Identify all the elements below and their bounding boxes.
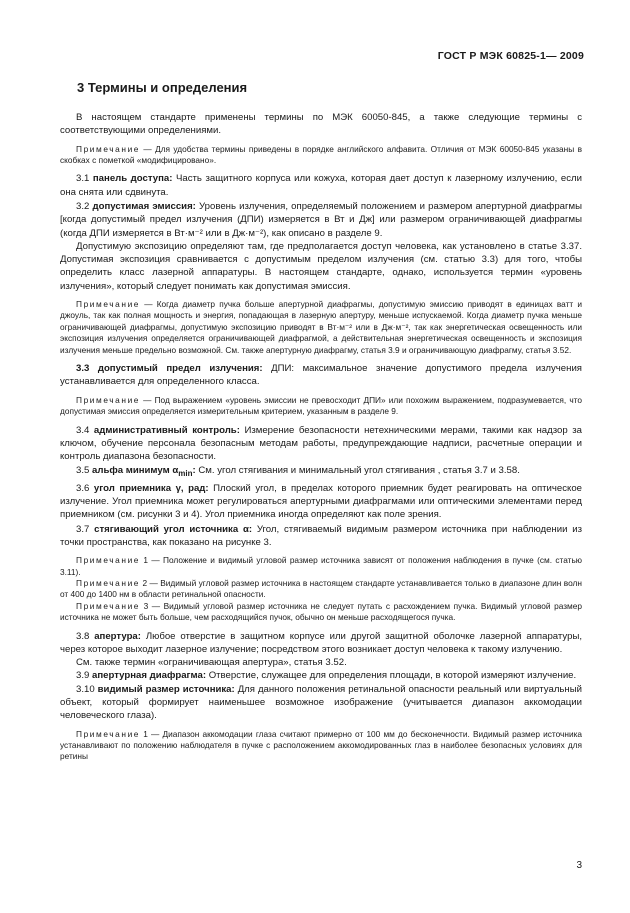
term-3-6 xyxy=(60,482,582,522)
term-name: апертура: xyxy=(94,630,141,642)
note-text: — Когда диаметр пучка больше апертурной диафрагмы, допустимую эмиссию приводят в единицах ватт и джоуль, так как полная мощность и энергия, попадающая в лазерную апертуру, меньше испускаемой. Когда диаметр пучка меньше ограничивающей диафрагмы, допустимую экспозицию приводят в Вт·м⁻² или в Дж·м⁻², так как энергетическая освещенность или экспозиция излучения определяется ограничивающей диафрагмой, а действительная энергетическая освещенность и экспозиция излучения меньше предельно возможной. См. также апертурную диафрагму, статья 3.9 и ограничивающую диафрагму, статья 3.52. xyxy=(60,299,582,355)
note-label: Примечание xyxy=(76,299,141,310)
note-text: — Положение и видимый угловой размер источника зависят от положения наблюдения в пучке (см. статью 3.11). xyxy=(60,555,582,577)
term-name: допустимая эмиссия: xyxy=(92,201,196,212)
note-3-7-3 xyxy=(60,601,582,624)
note-3-2 xyxy=(60,299,582,356)
term-3-5 xyxy=(60,464,582,480)
term-3-8-see-also: См. также термин «ограничивающая апертура», статья 3.52. xyxy=(76,657,347,669)
intro-paragraph: В настоящем стандарте применены термины по МЭК 60050-845, а также следующие термины с соответствующими определениями. xyxy=(60,112,582,137)
term-3-8 xyxy=(60,630,582,657)
note-label: Примечание xyxy=(76,728,141,739)
term-name: видимый размер источника: xyxy=(97,683,235,695)
term-3-2-paragraph: Допустимую экспозицию определяют там, где предполагается доступ человека, как установлено в статье 3.37. Допустимая экспозиция сравнивается с допустимым пределом излучения (см. статью 3.3) для того, чтобы определить класс лазерной аппаратуры. В настоящем стандарте, однако, используется термин «уровень излучения», который следует понимать как допустимая эмиссия. xyxy=(60,240,582,292)
term-number: 3.7 xyxy=(76,523,90,535)
note-alphabetical xyxy=(60,144,582,167)
term-number: 3.9 xyxy=(76,670,90,682)
term-colon: : xyxy=(192,465,196,477)
term-definition: Для данного положения ретинальной опасности реальный или виртуальный объект, который формирует наименьшее возможное изображение (учитывается диапазон аккомодации человеческого глаза). xyxy=(60,683,582,722)
note-3-3 xyxy=(60,395,582,418)
term-number: 3.6 xyxy=(76,482,90,494)
note-3-7-2 xyxy=(60,578,582,601)
document-header: ГОСТ Р МЭК 60825-1— 2009 xyxy=(437,50,584,62)
term-number: 3.10 xyxy=(76,683,95,695)
note-number: 1 xyxy=(143,728,148,739)
note-text: — Видимый угловой размер источника не следует путать с расхождением пучка. Видимый угловой размер источника не может быть больше, чем расходящийся пучок, обычно он меньше расходящегося пучка. xyxy=(60,600,582,623)
term-definition: Уровень излучения, определяемый положением и размером апертурной диафрагмы [когда допустимый предел излучения (ДПИ) измеряется в Вт и Дж] или размером ограничивающей диафрагмы (когда ДПИ измеряется в Вт·м⁻² или в Дж·м⁻²), как описано в разделе 9. xyxy=(60,201,582,239)
term-definition: Часть защитного корпуса или кожуха, которая дает доступ к лазерному излучению, если она снята или сдвинута. xyxy=(60,173,582,198)
note-label: Примечание xyxy=(76,394,141,405)
note-text: — Диапазон аккомодации глаза считают примерно от 100 мм до бесконечности. Видимый размер источника устанавливают по положению наблюдателя в пучке с расположением аккомодированных глаз в наиболее безопасных условиях для ретины xyxy=(60,728,583,762)
term-definition: Измерение безопасности нетехническими мерами, такими как надзор за ключом, обучение персонала безопасным методам работы, предупреждающие надписи, расчетные операции и контроль диапазона безопасности. xyxy=(60,424,582,463)
term-3-1 xyxy=(60,172,582,199)
term-definition: Угол, стягиваемый видимым размером источника при наблюдении из точки пространства, как показано на рисунке 3. xyxy=(60,523,582,548)
term-number: 3.1 xyxy=(76,173,90,185)
term-definition: См. угол стягивания и минимальный угол стягивания , статья 3.7 и 3.58. xyxy=(198,465,520,477)
note-number: 2 xyxy=(142,577,148,588)
term-definition: ДПИ: максимальное значение допустимого предела излучения устанавливается для определенного класса. xyxy=(60,363,582,388)
term-3-7 xyxy=(60,523,582,550)
term-number: 3.5 xyxy=(76,465,90,477)
term-3-10 xyxy=(60,683,582,723)
term-3-3 xyxy=(60,362,582,389)
section-title: 3 Термины и определения xyxy=(77,80,248,95)
term-name: панель доступа: xyxy=(92,173,173,185)
term-name: административный контроль: xyxy=(93,424,240,436)
term-3-9 xyxy=(60,669,582,682)
note-3-7-1 xyxy=(60,555,582,578)
note-number: 3 xyxy=(143,600,149,611)
note-text: — Для удобства термины приведены в порядке английского алфавита. Отличия от МЭК 60050-845 указаны в скобках с пометкой «модифицировано». xyxy=(60,143,583,165)
note-text: — Видимый угловой размер источника в настоящем стандарте устанавливается только в диапазоне длин волн от 400 до 1400 нм в области ретинальной опасности. xyxy=(60,577,582,600)
page-number: 3 xyxy=(576,860,582,871)
term-name: стягивающий угол источника α: xyxy=(94,523,253,535)
term-subscript: min xyxy=(178,469,193,479)
note-label: Примечание xyxy=(76,555,141,566)
note-label: Примечание xyxy=(76,577,141,588)
note-number: 1 xyxy=(143,555,149,566)
note-3-10 xyxy=(60,729,582,763)
term-definition: Отверстие, служащее для определения площади, в которой измеряют излучение. xyxy=(208,670,577,682)
term-number: 3.8 xyxy=(76,630,90,642)
term-3-2 xyxy=(60,200,582,240)
term-number: 3.4 xyxy=(76,424,90,436)
note-label: Примечание xyxy=(76,600,141,611)
term-name: альфа минимум α xyxy=(92,465,179,477)
term-definition: Любое отверстие в защитном корпусе или другой защитной оболочке лазерной аппаратуры, через которое выходит лазерное излучение; посредством этого возникает доступ человека к такому излучению. xyxy=(60,630,583,655)
term-3-4 xyxy=(60,424,582,464)
term-name: допустимый предел излучения: xyxy=(97,363,263,375)
term-number: 3.3 xyxy=(76,363,90,375)
note-text: — Под выражением «уровень эмиссии не превосходит ДПИ» или похожим выражением, подразумевается, что допустимая эмиссия определяется измерительным критерием, указанным в разделе 9. xyxy=(60,394,582,417)
term-name: угол приемника γ, рад: xyxy=(93,482,209,494)
document-body xyxy=(60,111,582,763)
term-definition: Плоский угол, в пределах которого приемник будет реагировать на оптическое излучение. Угол приемника может регулироваться апертурными диафрагмами или оптическими элементами перед приемником (см. рисунки 3 и 4). Угол приемника иногда определяют как поле зрения. xyxy=(60,482,583,521)
term-name: апертурная диафрагма: xyxy=(92,670,207,682)
term-number: 3.2 xyxy=(76,201,90,212)
note-label: Примечание xyxy=(76,143,141,154)
